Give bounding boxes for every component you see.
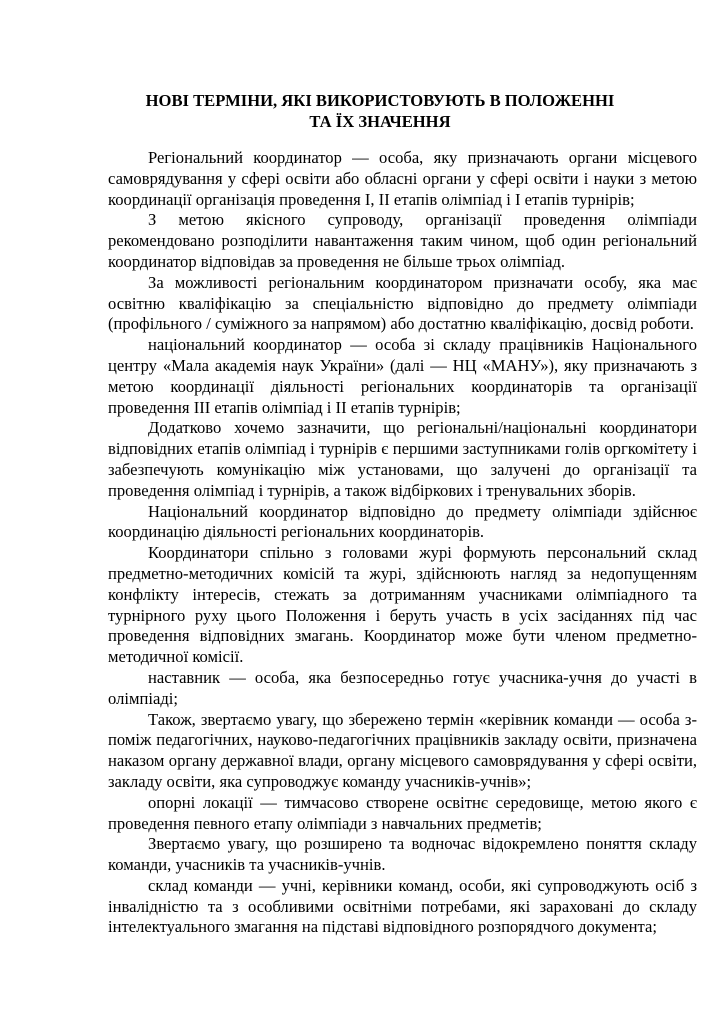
title-line-1: НОВІ ТЕРМІНИ, ЯКІ ВИКОРИСТОВУЮТЬ В ПОЛОЖЕННІ bbox=[145, 91, 615, 110]
paragraph-team-leader: Також, звертаємо увагу, що збережено термін «керівник команди — особа з-поміж педагогічних, науково-педагогічних працівників закладу освіти, призначена наказом органу державної влади, органу місцевого самоврядування у сфері освіти, закладу освіти, яка супроводжує команду учасників-учнів»; bbox=[108, 709, 697, 791]
document-title bbox=[100, 90, 660, 132]
paragraph-coordinators-jury: Координатори спільно з головами журі формують персональний склад предметно-методичних комісій та журі, здійснюють нагляд за недопущенням конфлікту інтересів, стежать за дотриманням учасниками олімпіадного та турнірного руху цього Положення і беруть участь в усіх засіданнях під час проведення відповідних змагань. Координатор може бути членом предметно-методичної комісії. bbox=[108, 543, 697, 667]
paragraph-regional-coordinator: Регіональний координатор — особа, яку призначають органи місцевого самоврядування у сфері освіти або обласні органи у сфері освіти і науки з метою координації організація проведення І, ІІ етапів олімпіад і І етапів турнірів; bbox=[108, 148, 697, 209]
paragraph-national-coordination: Національний координатор відповідно до предмету олімпіади здійснює координацію діяльності регіональних координаторів. bbox=[108, 501, 697, 542]
paragraph-coordinators-deputies: Додатково хочемо зазначити, що регіональні/національні координатори відповідних етапів олімпіад і турнірів є першими заступниками голів оргкомітету і забезпечують комунікацію між установами, що залучені до організації та проведення олімпіад і турнірів, а також відбіркових і тренувальних зборів. bbox=[108, 418, 697, 500]
paragraph-national-coordinator: національний координатор — особа зі складу працівників Національного центру «Мала академія наук України» (далі — НЦ «МАНУ»), яку призначають з метою координації діяльності регіональних координаторів та організації проведення ІІІ етапів олімпіад і ІІ етапів турнірів; bbox=[108, 335, 697, 417]
paragraph-support-locations: опорні локації — тимчасово створене освітнє середовище, метою якого є проведення певного етапу олімпіади з навчальних предметів; bbox=[108, 792, 697, 833]
paragraph-support-quality: З метою якісного супроводу, організації проведення олімпіади рекомендовано розподілити навантаження таким чином, щоб один регіональний координатор відповідав за проведення не більше трьох олімпіад. bbox=[108, 210, 697, 271]
title-line-2: ТА ЇХ ЗНАЧЕННЯ bbox=[309, 112, 451, 131]
paragraph-team-notice: Звертаємо увагу, що розширено та водночас відокремлено поняття складу команди, учасників та учасників-учнів. bbox=[108, 834, 697, 875]
paragraph-mentor: наставник — особа, яка безпосередньо готує учасника-учня до участі в олімпіаді; bbox=[108, 667, 697, 708]
paragraph-coordinator-qualification: За можливості регіональним координатором призначати особу, яка має освітню кваліфікацію за спеціальністю відповідно до предмету олімпіади (профільного / суміжного за напрямом) або достатню кваліфікацію, досвід роботи. bbox=[108, 272, 697, 334]
paragraph-team-composition: склад команди — учні, керівники команд, особи, які супроводжують осіб з інвалідністю та з особливими освітніми потребами, які зараховані до складу інтелектуального змагання на підставі відповідного розпорядчого документа; bbox=[108, 875, 697, 937]
document-body bbox=[108, 148, 697, 938]
